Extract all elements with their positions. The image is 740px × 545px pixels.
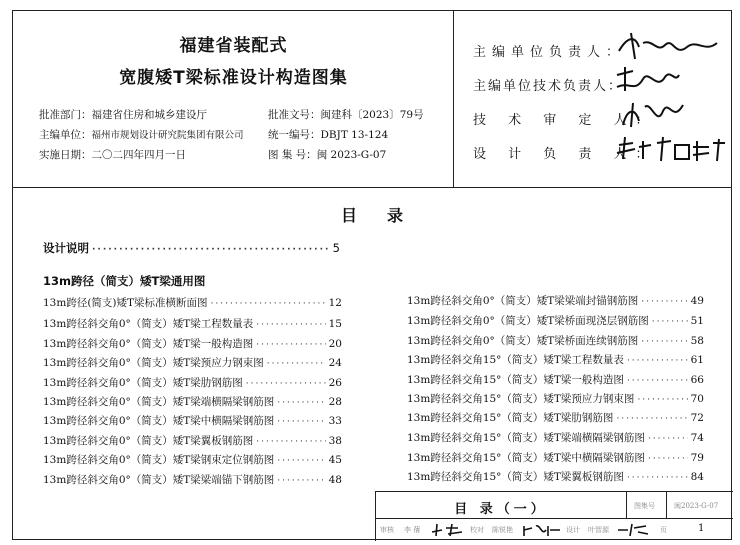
signature-4	[613, 135, 731, 165]
tb-page-label: 页	[660, 526, 667, 534]
toc-entry[interactable]: 13m跨径斜交角0°（简支）矮T梁中横隔梁钢筋图 ····· 33	[43, 413, 342, 428]
contents-title: 目录	[340, 206, 433, 225]
meta-uniform-no: 统一编号：DBJT 13-124	[268, 129, 389, 141]
signature-3	[617, 97, 687, 131]
title-block	[375, 491, 733, 541]
toc-entry[interactable]: 13m跨径斜交角0°（简支）矮T梁预应力钢束图 ····· 24	[43, 355, 342, 370]
tb-atlas-label: 图集号	[634, 502, 655, 510]
toc-entry[interactable]: 13m跨径斜交角0°（简支）矮T梁桥面现浇层钢筋图 ····· 51	[407, 313, 704, 328]
meta-date: 实施日期：二〇二四年四月一日	[39, 149, 186, 161]
signature-2	[613, 65, 683, 95]
toc-entry[interactable]: 13m跨径斜交角0°（简支）矮T梁一般构造图 ····· 20	[43, 336, 342, 351]
tb-atlas-no: 闽2023-G-07	[674, 502, 719, 510]
toc-entry[interactable]: 13m跨径斜交角0°（简支）矮T梁钢束定位钢筋图 ····· 45	[43, 452, 342, 467]
tb-design-label: 设计	[566, 526, 580, 534]
resp-reviewer: 技 术 审 定 人：	[473, 113, 658, 128]
resp-tech-head: 主编单位技术负责人：	[473, 79, 624, 94]
toc-entry[interactable]: 13m跨径斜交角0°（简支）矮T梁端横隔梁钢筋图 ····· 28	[43, 394, 342, 409]
meta-editor: 主编单位：福州市规划设计研究院集团有限公司	[39, 129, 244, 141]
toc-entry[interactable]: 13m跨径斜交角15°（简支）矮T梁端横隔梁钢筋图 ····· 74	[407, 430, 704, 445]
toc-entry[interactable]: 13m跨径斜交角0°（简支）矮T梁梁端封锚钢筋图 ····· 49	[407, 293, 704, 308]
meta-atlas-no: 图 集 号：闽 2023-G-07	[268, 149, 387, 161]
tb-reviewer-name: 李 蒨	[404, 526, 421, 534]
tb-designer-name: 叶智源	[588, 526, 609, 534]
toc-entry[interactable]: 13m跨径(简支)矮T梁标准横断面图 ····· 12	[43, 295, 342, 310]
section-heading: 13m跨径（简支）矮T梁通用图	[43, 274, 206, 288]
resp-designer: 设 计 负 责 人：	[473, 147, 658, 162]
toc-entry-design-note[interactable]: 设计说明 ····· 5	[43, 240, 340, 256]
tb-review-label: 审核	[380, 526, 394, 534]
toc-entry[interactable]: 13m跨径斜交角15°（简支）矮T梁一般构造图 ····· 66	[407, 372, 704, 387]
meta-approver: 批准部门：福建省住房和城乡建设厅	[39, 109, 207, 121]
tb-divider	[626, 492, 627, 518]
tb-signature-checker	[522, 522, 562, 538]
toc-entry[interactable]: 13m跨径斜交角0°（简支）矮T梁桥面连续钢筋图 ····· 58	[407, 333, 704, 348]
tb-divider	[666, 492, 667, 518]
tb-page-number: 1	[698, 523, 705, 534]
toc-entry[interactable]: 13m跨径斜交角15°（简支）矮T梁肋钢筋图 ····· 72	[407, 410, 704, 425]
toc-entry[interactable]: 13m跨径斜交角15°（简支）矮T梁翼板钢筋图 ····· 84	[407, 469, 704, 484]
toc-entry[interactable]: 13m跨径斜交角0°（简支）矮T梁翼板钢筋图 ····· 38	[43, 433, 342, 448]
atlas-title-line2: 宽腹矮T梁标准设计构造图集	[119, 68, 348, 88]
tb-signature-reviewer	[430, 522, 466, 538]
toc-entry[interactable]: 13m跨径斜交角15°（简支）矮T梁工程数量表 ····· 61	[407, 352, 704, 367]
drawing-frame	[12, 10, 732, 540]
header-divider	[13, 187, 731, 188]
resp-editor-head: 主编单位负责人：	[473, 45, 626, 60]
title-block-row-1	[376, 492, 733, 519]
toc-entry[interactable]: 13m跨径斜交角0°（简支）矮T梁梁端锚下钢筋图 ····· 48	[43, 472, 342, 487]
title-block-name: 目 录（一）	[454, 502, 548, 517]
signature-1	[613, 29, 723, 63]
atlas-title-line1: 福建省装配式	[179, 36, 288, 56]
meta-doc-no: 批准文号：闽建科〔2023〕79号	[268, 109, 424, 121]
toc-entry[interactable]: 13m跨径斜交角15°（简支）矮T梁预应力钢束图 ····· 70	[407, 391, 704, 406]
tb-signature-designer	[616, 522, 652, 538]
toc-entry[interactable]: 13m跨径斜交角15°（简支）矮T梁中横隔梁钢筋图 ····· 79	[407, 450, 704, 465]
tb-check-label: 校对	[470, 526, 484, 534]
tb-checker-name: 陈锐艳	[492, 526, 513, 534]
toc-entry[interactable]: 13m跨径斜交角0°（简支）矮T梁工程数量表 ····· 15	[43, 316, 342, 331]
header-title-panel	[13, 11, 454, 187]
toc-entry[interactable]: 13m跨径斜交角0°（简支）矮T梁肋钢筋图 ····· 26	[43, 375, 342, 390]
